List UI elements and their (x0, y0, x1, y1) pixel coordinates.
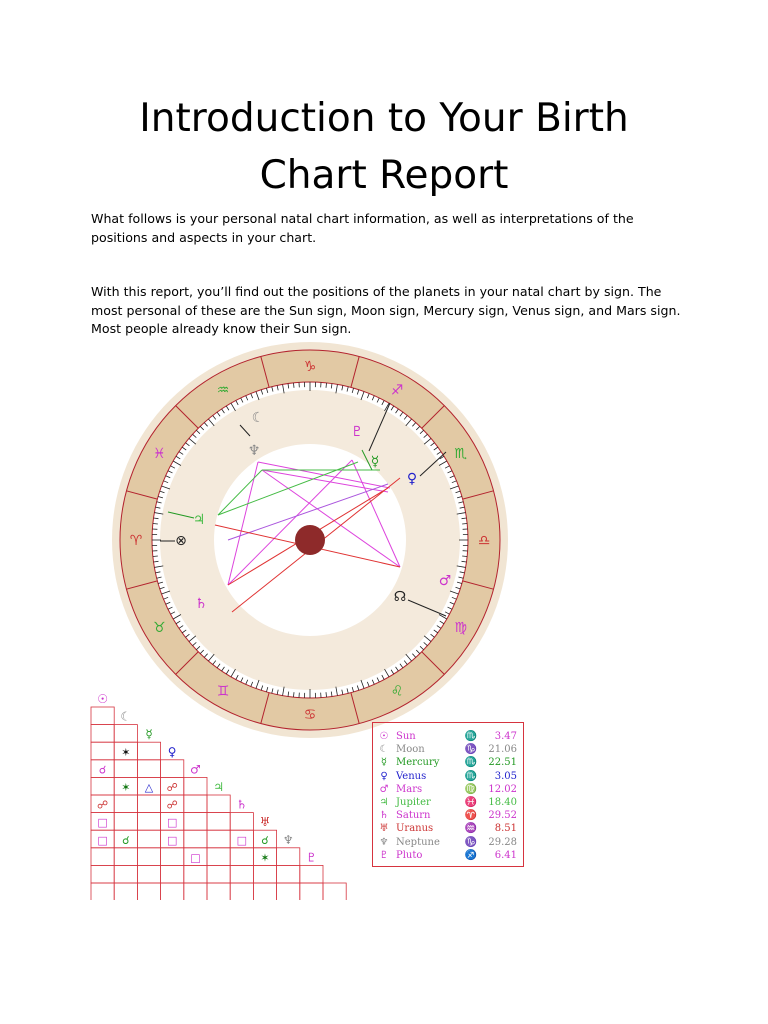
planet-row (373, 849, 525, 862)
sign-paragraph: With this report, you’ll find out the positions of the planets in your natal chart by sign. The most personal of these are the Sun sign, Moon sign, Mercury sign, Venus sign, and Mars sign. Most people already know their Sun sign. (91, 284, 681, 336)
planet-glyph: ♀ (380, 770, 388, 782)
aspect-symbol: ☌ (98, 763, 107, 777)
sign-glyph: ♒ (464, 823, 478, 835)
planet-name: Moon (396, 744, 425, 756)
zodiac-sign-glyph: ♒ (216, 382, 230, 399)
grid-cell (137, 865, 160, 883)
grid-cell (230, 848, 253, 866)
planet-glyph: ♀ (406, 471, 418, 487)
grid-cell (91, 777, 114, 795)
planet-glyph: ♅ (379, 823, 389, 835)
grid-cell (91, 707, 114, 725)
page-title: Introduction to Your Birth Chart Report (139, 96, 629, 198)
planet-row (373, 783, 525, 796)
aspect-symbol: □ (166, 833, 178, 847)
planet-positions-table (372, 722, 524, 867)
sign-glyph: ♏ (464, 757, 478, 769)
zodiac-sign-glyph: ♋ (303, 707, 317, 723)
planet-row (373, 822, 525, 835)
zodiac-sign-glyph: ♓ (153, 446, 166, 462)
grid-cell (91, 848, 114, 866)
planet-name: Mercury (396, 757, 440, 769)
planet-degree: 3.47 (494, 731, 517, 742)
grid-cell (277, 883, 300, 900)
aspect-symbol: ☌ (261, 833, 269, 847)
planet-glyph: ⊗ (175, 533, 187, 549)
planet-row (373, 809, 525, 822)
grid-cell (91, 865, 114, 883)
grid-cell (230, 813, 253, 831)
planet-row (373, 730, 525, 743)
aspect-symbol: ☍ (166, 781, 178, 794)
planet-name: Saturn (396, 810, 431, 822)
grid-cell (114, 883, 137, 900)
planet-degree: 29.52 (488, 810, 517, 822)
planet-glyph: ♃ (192, 512, 206, 528)
grid-planet-glyph: ☾ (120, 709, 132, 724)
planet-glyph: ♆ (379, 836, 389, 848)
grid-cell (114, 813, 137, 831)
aspect-symbol: ✶ (260, 851, 270, 865)
aspect-symbol: ✶ (121, 745, 131, 759)
grid-planet-glyph: ♇ (306, 850, 317, 865)
planet-glyph: ♇ (379, 849, 389, 861)
planet-row (373, 836, 525, 849)
planet-glyph: ♄ (194, 596, 208, 612)
planet-degree: 12.02 (488, 783, 517, 795)
grid-cell (323, 883, 346, 900)
zodiac-sign-glyph: ♎ (477, 533, 491, 549)
grid-cell (230, 865, 253, 883)
grid-cell (253, 883, 276, 900)
planet-name: Uranus (396, 823, 434, 835)
grid-cell (184, 865, 207, 883)
grid-cell (253, 865, 276, 883)
grid-cell (184, 777, 207, 795)
grid-cell (114, 725, 137, 743)
grid-cell (230, 883, 253, 900)
zodiac-sign-glyph: ♈ (129, 533, 143, 549)
grid-planet-glyph: ♄ (236, 797, 248, 812)
planet-glyph: ♃ (379, 797, 389, 808)
grid-planet-glyph: ♆ (282, 832, 294, 847)
intro-paragraph: What follows is your personal natal chart information, as well as interpretations of the positions and aspects in your chart. (91, 211, 634, 245)
grid-cell (114, 865, 137, 883)
planet-name: Jupiter (396, 797, 431, 808)
grid-cell (114, 848, 137, 866)
grid-planet-glyph: ♅ (259, 815, 271, 830)
sign-glyph: ♏ (464, 770, 478, 782)
planet-glyph: ♆ (247, 443, 261, 459)
grid-cell (161, 883, 184, 900)
aspect-symbol: □ (97, 816, 108, 830)
grid-cell (207, 865, 230, 883)
aspect-symbol: □ (236, 833, 248, 847)
grid-cell (184, 830, 207, 848)
sign-glyph: ♑ (464, 836, 478, 848)
grid-cell (184, 883, 207, 900)
planet-name: Neptune (396, 836, 440, 848)
planet-degree: 3.05 (494, 770, 517, 782)
sign-glyph: ♈ (464, 810, 478, 822)
planet-glyph: ☿ (380, 757, 388, 769)
sign-glyph: ♍ (464, 783, 478, 795)
grid-cell (161, 760, 184, 778)
planet-row (373, 756, 525, 769)
grid-cell (300, 883, 323, 900)
sign-glyph: ♑ (464, 744, 478, 756)
zodiac-sign-glyph: ♍ (454, 620, 467, 636)
planet-row (373, 770, 525, 783)
grid-cell (161, 865, 184, 883)
zodiac-sign-glyph: ♑ (303, 359, 317, 375)
grid-cell (184, 795, 207, 813)
grid-planet-glyph: ♀ (167, 744, 177, 759)
planet-glyph: ♂ (438, 573, 452, 589)
planet-glyph: ☿ (370, 454, 380, 470)
grid-cell (207, 795, 230, 813)
grid-cell (161, 848, 184, 866)
grid-cell (184, 813, 207, 831)
planet-row (373, 743, 525, 756)
planet-degree: 8.51 (494, 823, 517, 835)
aspect-symbol: □ (166, 816, 178, 830)
grid-cell (137, 813, 160, 831)
grid-planet-glyph: ♂ (190, 762, 201, 777)
grid-cell (137, 742, 160, 760)
grid-cell (137, 848, 160, 866)
grid-cell (137, 830, 160, 848)
zodiac-sign-glyph: ♉ (153, 620, 166, 636)
grid-cell (114, 795, 137, 813)
grid-cell (277, 848, 300, 866)
zodiac-sign-glyph: ♏ (454, 446, 467, 462)
grid-cell (207, 883, 230, 900)
grid-cell (207, 813, 230, 831)
grid-planet-glyph: ☉ (97, 692, 108, 706)
grid-planet-glyph: ☿ (145, 727, 153, 742)
zodiac-sign-glyph: ♊ (216, 683, 230, 700)
zodiac-sign-glyph: ♐ (390, 382, 404, 399)
planet-glyph: ♂ (379, 783, 389, 795)
grid-cell (137, 760, 160, 778)
aspect-symbol: △ (144, 781, 154, 794)
grid-cell (207, 830, 230, 848)
planet-name: Sun (396, 731, 416, 742)
planet-name: Pluto (396, 849, 423, 861)
grid-cell (300, 865, 323, 883)
planet-glyph: ♄ (379, 810, 389, 822)
planet-degree: 6.41 (494, 849, 517, 861)
sign-glyph: ♓ (464, 797, 478, 808)
aspect-symbol: ☍ (166, 798, 178, 812)
planet-row (373, 796, 525, 809)
grid-cell (137, 795, 160, 813)
grid-cell (91, 883, 114, 900)
planet-name: Venus (396, 770, 427, 782)
aspect-symbol: ☍ (97, 798, 109, 812)
sign-glyph: ♏ (464, 731, 478, 742)
planet-degree: 21.06 (488, 744, 517, 756)
aspect-symbol: □ (97, 833, 108, 847)
grid-cell (91, 742, 114, 760)
planet-glyph: ☾ (251, 410, 265, 426)
grid-cell (277, 865, 300, 883)
planet-glyph: ♇ (350, 424, 364, 440)
aspect-symbol: ✶ (121, 781, 131, 794)
planet-degree: 29.28 (488, 836, 517, 848)
planet-degree: 18.40 (488, 797, 517, 808)
aspect-symbol: ☌ (122, 833, 130, 847)
sign-glyph: ♐ (464, 849, 478, 861)
grid-cell (207, 848, 230, 866)
grid-planet-glyph: ♃ (213, 780, 224, 794)
grid-cell (91, 725, 114, 743)
planet-glyph: ☾ (379, 744, 389, 756)
planet-glyph: ☉ (379, 731, 389, 742)
grid-cell (114, 760, 137, 778)
zodiac-sign-glyph: ♌ (390, 683, 404, 700)
planet-name: Mars (396, 783, 423, 795)
planet-degree: 22.51 (488, 757, 517, 769)
planet-glyph: ☊ (393, 589, 407, 605)
grid-cell (137, 883, 160, 900)
aspect-symbol: □ (190, 851, 201, 865)
